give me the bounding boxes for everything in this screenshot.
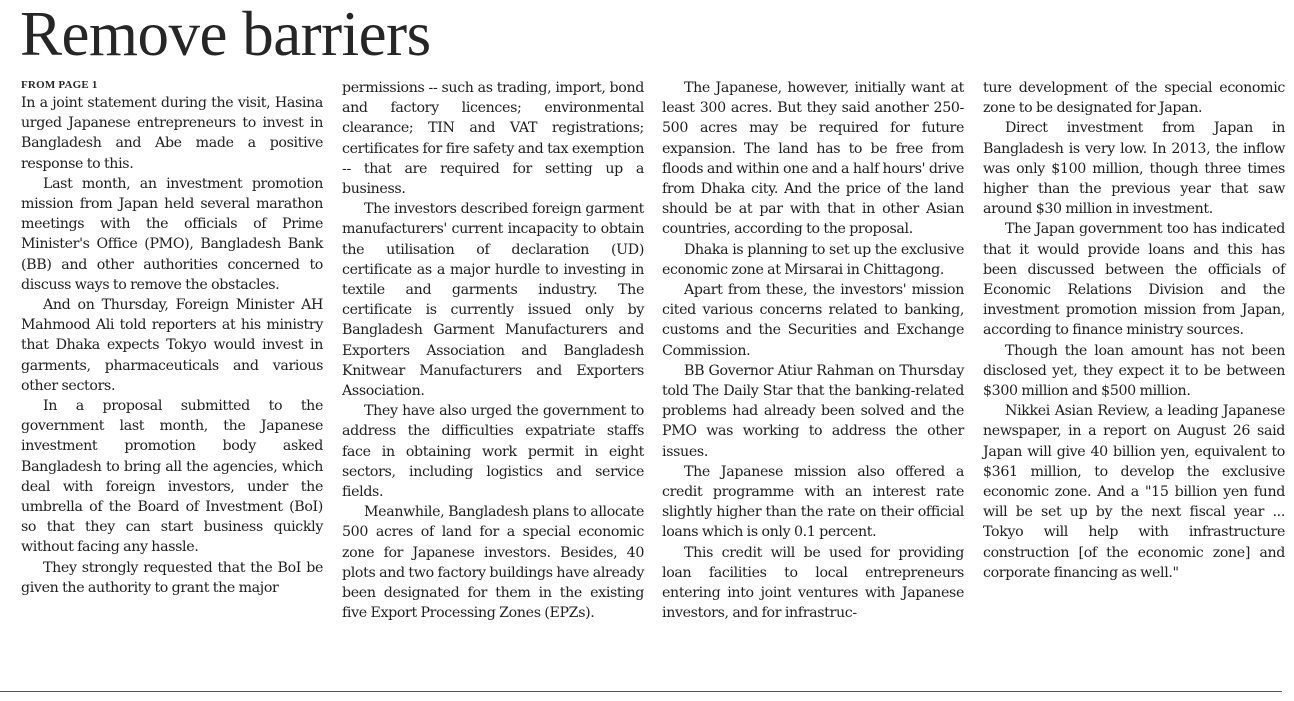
article-paragraph: Meanwhile, Bangladesh plans to allocate 500 acres of land for a special economic zone for Japanese investors. Besides, 40 plots and two factory buildings have already been designated for them in the existing five Export Processing Zones (EPZs).: [342, 504, 644, 622]
article-paragraph: The investors described foreign garment manufacturers' current incapacity to obtain the utilisation of declaration (UD) certificate as a major hurdle to investing in textile and garments industry. The certificate is currently issued only by Bangladesh Garment Manufacturers and Exporters Association and Bangladesh Knitwear Manufacturers and Exporters Association.: [342, 201, 644, 400]
article-paragraph: The Japan government too has indicated that it would provide loans and this has been discussed between the officials of Economic Relations Division and the investment promotion mission from Japan, according to finance ministry sources.: [983, 221, 1285, 339]
headline: Remove barriers: [20, 0, 431, 69]
article-paragraph: Though the loan amount has not been disclosed yet, they expect it to be between $300 million and $500 million.: [983, 342, 1285, 400]
article-paragraph: This credit will be used for providing loan facilities to local entrepreneurs entering into joint ventures with Japanese investors, and for infrastruc-: [662, 544, 964, 622]
article-paragraph: BB Governor Atiur Rahman on Thursday told The Daily Star that the banking-related problems had already been solved and the PMO was working to address the other issues.: [662, 362, 964, 460]
article-column-4: [983, 78, 1285, 583]
article-paragraph: And on Thursday, Foreign Minister AH Mahmood Ali told reporters at his ministry that Dhaka expects Tokyo would invest in garments, pharmaceuticals and various other sectors.: [21, 297, 323, 394]
article-paragraph: Dhaka is planning to set up the exclusive economic zone at Mirsarai in Chittagong.: [662, 241, 964, 278]
article-paragraph: They have also urged the government to address the difficulties expatriate staffs face in obtaining work permit in eight sectors, including logistics and service fields.: [342, 403, 644, 501]
article-paragraph: The Japanese mission also offered a credit programme with an interest rate slightly higher than the rate on their official loans which is only 0.1 percent.: [662, 463, 964, 541]
article-paragraph: The Japanese, however, initially want at least 300 acres. But they said another 250-500 acres may be required for future expansion. The land has to be free from floods and within one and a half hours' drive from Dhaka city. And the price of the land should be at par with that in other Asian countries, according to the proposal.: [662, 80, 964, 238]
article-paragraph: They strongly requested that the BoI be given the authority to grant the major: [21, 559, 323, 596]
bottom-rule: [0, 691, 1282, 692]
article-paragraph: Apart from these, the investors' mission cited various concerns related to banking, customs and the Securities and Exchange Commission.: [662, 282, 964, 359]
article-paragraph: permissions -- such as trading, import, bond and factory licences; environmental clearance; TIN and VAT registrations; certificates for fire safety and tax exemption -- that are required for setting up a business.: [342, 80, 644, 198]
article-column-1: [21, 78, 323, 598]
article-column-2: [342, 78, 644, 623]
article-paragraph: Nikkei Asian Review, a leading Japanese newspaper, in a report on August 26 said Japan will give 40 billion yen, equivalent to $361 million, to develop the exclusive economic zone. And a "15 billion yen fund will be set up by the next fiscal year ... Tokyo will help with infrastructure construction [of the economic zone] and corporate financing as well.": [983, 403, 1285, 581]
article-paragraph: In a proposal submitted to the government last month, the Japanese investment promotion body asked Bangladesh to bring all the agencies, which deal with foreign investors, under the umbrella of the Board of Investment (BoI) so that they can start business quickly without facing any hassle.: [21, 398, 323, 556]
article-paragraph: Last month, an investment promotion mission from Japan held several marathon meetings with the officials of Prime Minister's Office (PMO), Bangladesh Bank (BB) and other authorities concerned to discuss ways to remove the obstacles.: [21, 175, 323, 293]
article-paragraph: In a joint statement during the visit, Hasina urged Japanese entrepreneurs to invest in Bangladesh and Abe made a positive response to this.: [21, 95, 323, 172]
article-column-3: [662, 78, 964, 623]
article-paragraph: Direct investment from Japan in Bangladesh is very low. In 2013, the inflow was only $100 million, though three times higher than the previous year that saw around $30 million in investment.: [983, 120, 1285, 218]
article-paragraph: ture development of the special economic zone to be designated for Japan.: [983, 80, 1285, 117]
kicker: FROM PAGE 1: [21, 79, 98, 91]
